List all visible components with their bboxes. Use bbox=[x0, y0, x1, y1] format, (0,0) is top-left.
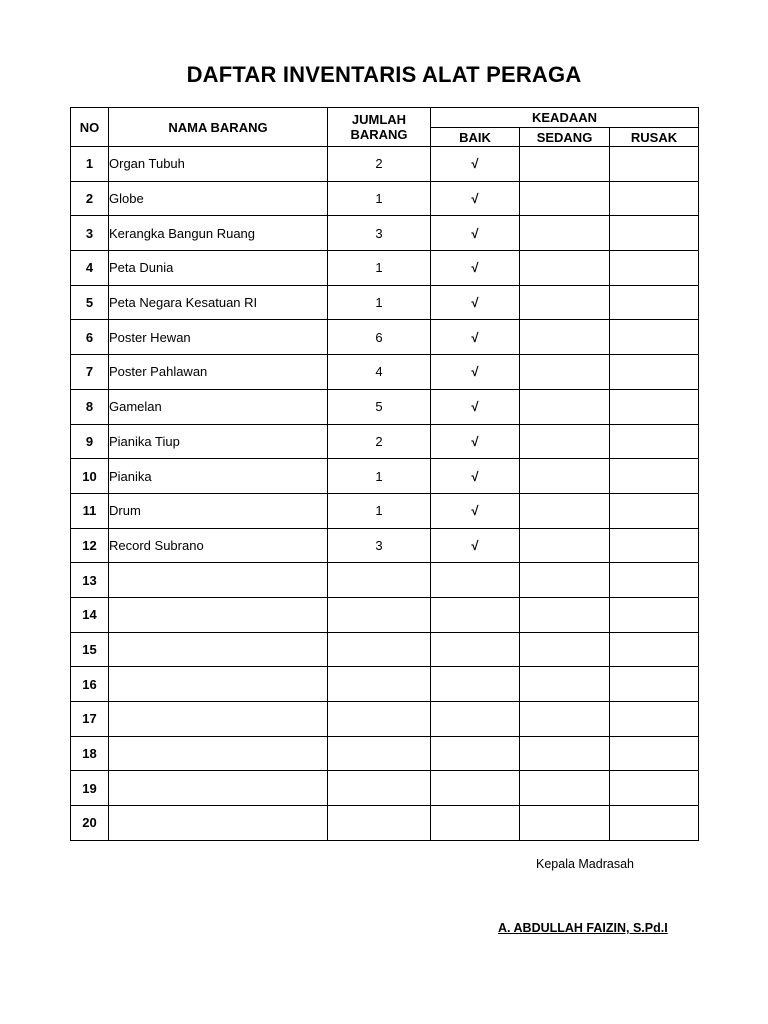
cell-baik: √ bbox=[431, 216, 520, 251]
table-row bbox=[71, 771, 699, 806]
cell-no: 7 bbox=[71, 355, 109, 390]
cell-nama-barang: Pianika bbox=[109, 459, 328, 494]
cell-rusak bbox=[610, 251, 699, 286]
header-keadaan: KEADAAN bbox=[431, 108, 699, 128]
cell-no: 19 bbox=[71, 771, 109, 806]
document-title: DAFTAR INVENTARIS ALAT PERAGA bbox=[186, 62, 582, 87]
cell-jumlah bbox=[328, 806, 431, 841]
cell-baik: √ bbox=[431, 147, 520, 182]
table-row bbox=[71, 181, 699, 216]
table-row bbox=[71, 528, 699, 563]
cell-nama-barang: Globe bbox=[109, 181, 328, 216]
cell-jumlah bbox=[328, 736, 431, 771]
cell-nama-barang: Peta Dunia bbox=[109, 251, 328, 286]
cell-jumlah: 5 bbox=[328, 389, 431, 424]
cell-rusak bbox=[610, 597, 699, 632]
table-row bbox=[71, 459, 699, 494]
table-row bbox=[71, 147, 699, 182]
cell-sedang bbox=[520, 147, 610, 182]
cell-jumlah: 2 bbox=[328, 424, 431, 459]
cell-nama-barang: Gamelan bbox=[109, 389, 328, 424]
cell-baik bbox=[431, 563, 520, 598]
cell-jumlah: 4 bbox=[328, 355, 431, 390]
cell-jumlah: 3 bbox=[328, 216, 431, 251]
cell-rusak bbox=[610, 667, 699, 702]
cell-baik: √ bbox=[431, 181, 520, 216]
header-rusak: RUSAK bbox=[610, 128, 699, 147]
header-row-top bbox=[71, 108, 699, 128]
table-row bbox=[71, 251, 699, 286]
cell-jumlah bbox=[328, 597, 431, 632]
cell-baik bbox=[431, 736, 520, 771]
table-row bbox=[71, 667, 699, 702]
cell-no: 20 bbox=[71, 806, 109, 841]
cell-nama-barang: Pianika Tiup bbox=[109, 424, 328, 459]
cell-sedang bbox=[520, 320, 610, 355]
cell-sedang bbox=[520, 806, 610, 841]
cell-baik: √ bbox=[431, 285, 520, 320]
cell-no: 18 bbox=[71, 736, 109, 771]
signature-position: Kepala Madrasah bbox=[536, 857, 634, 871]
cell-sedang bbox=[520, 459, 610, 494]
cell-sedang bbox=[520, 563, 610, 598]
cell-baik: √ bbox=[431, 424, 520, 459]
cell-nama-barang: Kerangka Bangun Ruang bbox=[109, 216, 328, 251]
cell-sedang bbox=[520, 702, 610, 737]
cell-sedang bbox=[520, 181, 610, 216]
cell-baik bbox=[431, 702, 520, 737]
cell-sedang bbox=[520, 736, 610, 771]
cell-no: 13 bbox=[71, 563, 109, 598]
cell-no: 1 bbox=[71, 147, 109, 182]
cell-baik bbox=[431, 771, 520, 806]
cell-baik: √ bbox=[431, 493, 520, 528]
cell-rusak bbox=[610, 181, 699, 216]
cell-nama-barang bbox=[109, 563, 328, 598]
inventory-table bbox=[70, 107, 699, 841]
cell-jumlah: 3 bbox=[328, 528, 431, 563]
cell-jumlah bbox=[328, 667, 431, 702]
cell-sedang bbox=[520, 667, 610, 702]
cell-baik bbox=[431, 667, 520, 702]
cell-sedang bbox=[520, 216, 610, 251]
cell-nama-barang bbox=[109, 632, 328, 667]
table-row bbox=[71, 806, 699, 841]
header-no: NO bbox=[71, 108, 109, 147]
cell-rusak bbox=[610, 702, 699, 737]
cell-jumlah: 1 bbox=[328, 251, 431, 286]
cell-rusak bbox=[610, 528, 699, 563]
cell-rusak bbox=[610, 216, 699, 251]
table-row bbox=[71, 702, 699, 737]
cell-no: 3 bbox=[71, 216, 109, 251]
cell-sedang bbox=[520, 424, 610, 459]
cell-nama-barang bbox=[109, 771, 328, 806]
cell-sedang bbox=[520, 355, 610, 390]
table-body bbox=[71, 147, 699, 841]
table-row bbox=[71, 389, 699, 424]
table-row bbox=[71, 216, 699, 251]
cell-no: 2 bbox=[71, 181, 109, 216]
cell-rusak bbox=[610, 771, 699, 806]
cell-sedang bbox=[520, 771, 610, 806]
header-baik: BAIK bbox=[431, 128, 520, 147]
cell-sedang bbox=[520, 493, 610, 528]
cell-rusak bbox=[610, 355, 699, 390]
signature-name: A. ABDULLAH FAIZIN, S.Pd.I bbox=[498, 921, 668, 935]
cell-no: 8 bbox=[71, 389, 109, 424]
cell-no: 17 bbox=[71, 702, 109, 737]
cell-jumlah: 1 bbox=[328, 459, 431, 494]
cell-no: 5 bbox=[71, 285, 109, 320]
cell-rusak bbox=[610, 493, 699, 528]
cell-baik: √ bbox=[431, 355, 520, 390]
cell-sedang bbox=[520, 389, 610, 424]
cell-jumlah: 6 bbox=[328, 320, 431, 355]
cell-rusak bbox=[610, 424, 699, 459]
cell-sedang bbox=[520, 285, 610, 320]
header-jumlah-line2: BARANG bbox=[350, 127, 408, 142]
cell-baik: √ bbox=[431, 459, 520, 494]
table-row bbox=[71, 563, 699, 598]
cell-jumlah: 1 bbox=[328, 493, 431, 528]
table-row bbox=[71, 632, 699, 667]
table-row bbox=[71, 493, 699, 528]
cell-sedang bbox=[520, 251, 610, 286]
cell-rusak bbox=[610, 736, 699, 771]
cell-sedang bbox=[520, 597, 610, 632]
cell-baik bbox=[431, 806, 520, 841]
cell-rusak bbox=[610, 320, 699, 355]
cell-nama-barang: Organ Tubuh bbox=[109, 147, 328, 182]
table-row bbox=[71, 285, 699, 320]
cell-baik bbox=[431, 632, 520, 667]
cell-jumlah: 2 bbox=[328, 147, 431, 182]
cell-no: 9 bbox=[71, 424, 109, 459]
header-sedang: SEDANG bbox=[520, 128, 610, 147]
cell-no: 6 bbox=[71, 320, 109, 355]
header-jumlah-barang bbox=[328, 108, 431, 147]
cell-no: 10 bbox=[71, 459, 109, 494]
cell-rusak bbox=[610, 147, 699, 182]
cell-nama-barang: Drum bbox=[109, 493, 328, 528]
cell-rusak bbox=[610, 285, 699, 320]
table-row bbox=[71, 736, 699, 771]
cell-nama-barang: Record Subrano bbox=[109, 528, 328, 563]
cell-nama-barang: Peta Negara Kesatuan RI bbox=[109, 285, 328, 320]
cell-baik: √ bbox=[431, 528, 520, 563]
header-jumlah-line1: JUMLAH bbox=[351, 112, 407, 127]
cell-baik: √ bbox=[431, 320, 520, 355]
cell-jumlah bbox=[328, 632, 431, 667]
cell-no: 4 bbox=[71, 251, 109, 286]
table-row bbox=[71, 424, 699, 459]
cell-rusak bbox=[610, 389, 699, 424]
cell-no: 16 bbox=[71, 667, 109, 702]
cell-jumlah bbox=[328, 702, 431, 737]
cell-no: 14 bbox=[71, 597, 109, 632]
cell-nama-barang bbox=[109, 702, 328, 737]
cell-sedang bbox=[520, 632, 610, 667]
cell-nama-barang bbox=[109, 597, 328, 632]
header-nama-barang: NAMA BARANG bbox=[109, 108, 328, 147]
cell-nama-barang: Poster Hewan bbox=[109, 320, 328, 355]
cell-nama-barang: Poster Pahlawan bbox=[109, 355, 328, 390]
cell-jumlah: 1 bbox=[328, 285, 431, 320]
cell-rusak bbox=[610, 459, 699, 494]
cell-rusak bbox=[610, 563, 699, 598]
cell-jumlah: 1 bbox=[328, 181, 431, 216]
cell-no: 15 bbox=[71, 632, 109, 667]
cell-nama-barang bbox=[109, 736, 328, 771]
cell-no: 12 bbox=[71, 528, 109, 563]
table-row bbox=[71, 597, 699, 632]
cell-jumlah bbox=[328, 771, 431, 806]
cell-baik: √ bbox=[431, 251, 520, 286]
cell-no: 11 bbox=[71, 493, 109, 528]
table-row bbox=[71, 355, 699, 390]
cell-jumlah bbox=[328, 563, 431, 598]
cell-sedang bbox=[520, 528, 610, 563]
table-row bbox=[71, 320, 699, 355]
cell-rusak bbox=[610, 806, 699, 841]
cell-nama-barang bbox=[109, 667, 328, 702]
cell-rusak bbox=[610, 632, 699, 667]
cell-nama-barang bbox=[109, 806, 328, 841]
cell-baik: √ bbox=[431, 389, 520, 424]
cell-baik bbox=[431, 597, 520, 632]
